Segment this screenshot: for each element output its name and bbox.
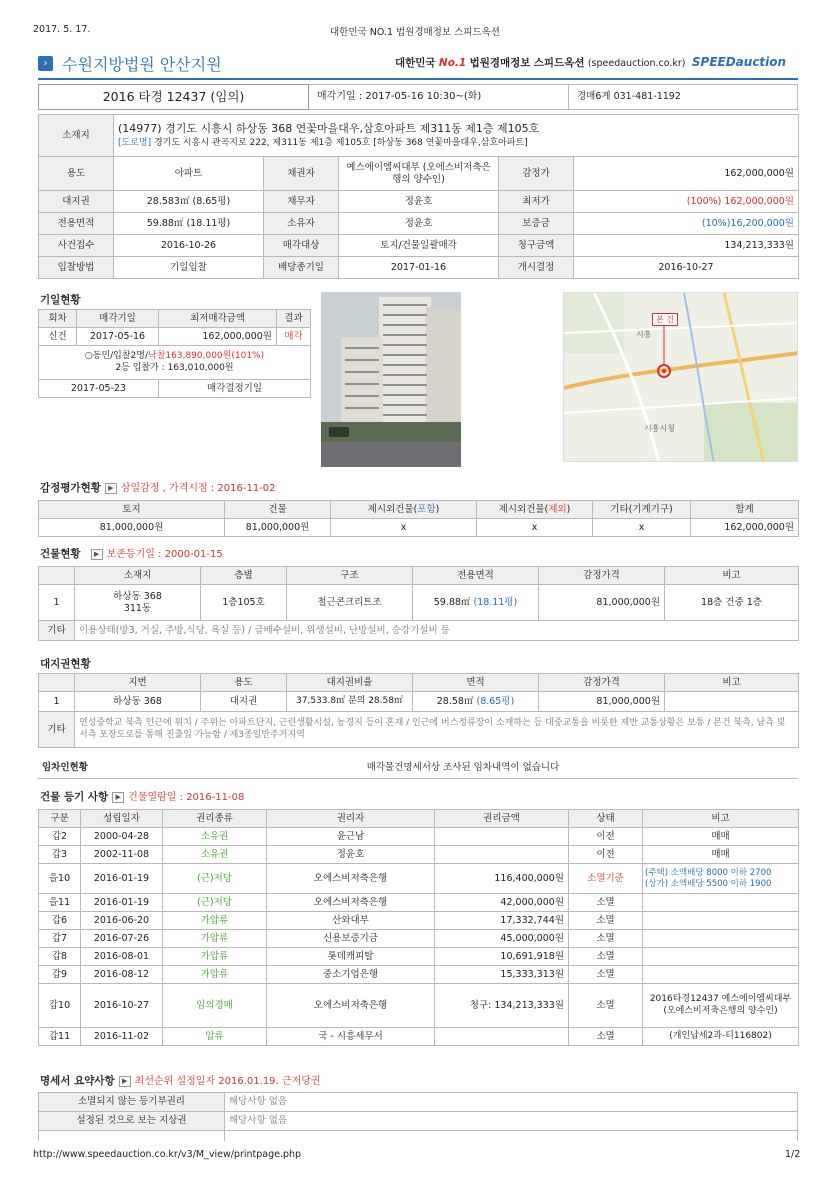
summary-value: 아파트 — [114, 157, 264, 191]
reg-type: 갑7 — [39, 930, 81, 948]
building-header: 감정가격 — [539, 567, 665, 585]
reg-type: 을10 — [39, 864, 81, 894]
reg-amount: 45,000,000원 — [435, 930, 569, 948]
reg-kind: 소유권 — [163, 828, 267, 846]
registry-title-row — [40, 788, 244, 804]
reg-holder: 오에스비저축은행 — [267, 984, 435, 1028]
schedule-result: 매각 — [277, 328, 311, 346]
summary-label: 감정가 — [499, 157, 574, 191]
bid-line2: 2등 입찰가 : 163,010,000원 — [115, 362, 234, 373]
appraisal-header: 건물 — [225, 501, 331, 519]
footer-url[interactable]: http://www.speedauction.co.kr/v3/M_view/printpage.php — [33, 1149, 302, 1160]
reg-amount — [435, 828, 569, 846]
reg-holder: 신용보증기금 — [267, 930, 435, 948]
building-header: 구조 — [287, 567, 413, 585]
appraisal-value: x — [593, 519, 691, 537]
reg-status: 소멸 — [569, 1028, 643, 1046]
table-row — [39, 1028, 799, 1046]
summary-value: 2016-10-26 — [114, 235, 264, 257]
building-etc: 이용상태(방3, 거실, 주방,식당, 욕실 등) / 급배수설비, 위생설비, 난방설비, 승강기설비 등 — [75, 621, 799, 641]
reg-date: 2000-04-28 — [81, 828, 163, 846]
statement-title: 명세서 요약사항 — [40, 1075, 115, 1087]
land-note — [665, 692, 799, 712]
building-area-m2: 59.88㎡ — [433, 596, 471, 608]
building-header: 비고 — [665, 567, 799, 585]
land-header: 감정가격 — [539, 674, 665, 692]
arrow-right-icon[interactable]: ▶ — [91, 549, 103, 560]
reg-type: 갑2 — [39, 828, 81, 846]
footer-page: 1/2 — [785, 1149, 801, 1160]
summary-value: 토지/건물일괄매각 — [339, 235, 499, 257]
registry-header: 상태 — [569, 810, 643, 828]
brand-url: (speedauction.co.kr) — [587, 58, 686, 69]
schedule-header: 결과 — [277, 310, 311, 328]
summary-value: 2017-01-16 — [339, 257, 499, 279]
court-header — [38, 52, 222, 75]
statement-empty — [39, 1131, 225, 1141]
bid-result — [39, 346, 311, 380]
building-sub[interactable]: 보존등기일 : 2000-01-15 — [106, 549, 223, 560]
road-address-tag: [도로명] — [118, 137, 152, 148]
reg-note-line: (상가) 소액배당 5500 이하 1900 — [645, 878, 772, 889]
reg-kind: 소유권 — [163, 846, 267, 864]
summary-label: 청구금액 — [499, 235, 574, 257]
tenant-text: 매각물건명세서상 조사된 임차내역이 없습니다 — [128, 758, 798, 778]
land-header: 지번 — [75, 674, 201, 692]
reg-holder: 중소기업은행 — [267, 966, 435, 984]
schedule-decision-date: 2017-05-23 — [39, 380, 159, 398]
schedule-header: 최저매각금액 — [159, 310, 277, 328]
appraisal-sub[interactable]: 삼일감정 , 가격시점 : 2016-11-02 — [120, 483, 276, 494]
appraisal-header-b: 제시외건물( — [498, 503, 549, 515]
reg-type: 갑11 — [39, 1028, 81, 1046]
summary-label: 용도 — [39, 157, 114, 191]
reg-note-line: (주택) 소액배당 8000 이하 2700 — [645, 867, 772, 878]
reg-note — [643, 948, 799, 966]
reg-amount: 116,400,000원 — [435, 864, 569, 894]
appraisal-header-close: ) — [435, 503, 440, 515]
land-table — [38, 673, 799, 748]
reg-date: 2016-08-01 — [81, 948, 163, 966]
building-address-2: 311동 — [123, 602, 152, 614]
appraisal-value: 162,000,000원 — [691, 519, 799, 537]
reg-status: 소멸기준 — [569, 864, 643, 894]
land-etc: 연성중학교 북측 인근에 위치 / 주위는 아파트단지, 근린생활시설, 농경지 등이 혼재 / 인근에 버스정류장이 소재하는 등 대중교통을 비롯한 제반 교통상황은 보통 / 본건 북측, 남측 및 서측 포장도로를 통해 진출입 가능함 / 제3종일반주거지역 — [75, 712, 799, 748]
reg-holder: 산와대부 — [267, 912, 435, 930]
brand-slogan-prefix: 대한민국 — [395, 57, 436, 69]
statement-empty — [225, 1131, 798, 1141]
building-note: 18층 건중 1층 — [665, 585, 799, 621]
reg-amount: 17,332,744원 — [435, 912, 569, 930]
reg-kind: 임의경매 — [163, 984, 267, 1028]
summary-label: 채권자 — [264, 157, 339, 191]
table-row — [39, 864, 799, 894]
reg-status: 소멸 — [569, 966, 643, 984]
schedule-price: 162,000,000원 — [159, 328, 277, 346]
summary-label: 매각대상 — [264, 235, 339, 257]
building-photo — [321, 292, 461, 467]
court-name: 수원지방법원 안산지원 — [62, 55, 222, 74]
schedule-decision-label: 매각결정기일 — [159, 380, 311, 398]
summary-value: 기일입찰 — [114, 257, 264, 279]
appraisal-header: 기타(기계기구) — [593, 501, 691, 519]
schedule-header: 회차 — [39, 310, 77, 328]
brand-name: 스피드옥션 — [533, 57, 585, 69]
reg-type: 을11 — [39, 894, 81, 912]
summary-value: 162,000,000원 — [574, 157, 799, 191]
reg-status: 소멸 — [569, 948, 643, 966]
registry-table — [38, 809, 799, 1046]
land-lot: 하상동 368 — [75, 692, 201, 712]
brand-no1: No.1 — [438, 57, 467, 69]
building-floor: 1층105호 — [201, 585, 287, 621]
reg-date: 2016-10-27 — [81, 984, 163, 1028]
table-row — [39, 948, 799, 966]
building-table — [38, 566, 799, 641]
statement-sub[interactable]: 최선순위 설정일자 2016.01.19. 근저당권 — [134, 1076, 321, 1087]
table-row — [39, 930, 799, 948]
summary-label: 소유자 — [264, 213, 339, 235]
reg-note: 매매 — [643, 828, 799, 846]
print-date: 2017. 5. 17. — [33, 24, 91, 35]
summary-label: 개시결정 — [499, 257, 574, 279]
road-address: 경기도 시흥시 관곡지로 222, 제311동 제1층 제105호 [하상동 368 연꽃마을대우,삼호아파트] — [153, 137, 528, 148]
reg-amount — [435, 846, 569, 864]
brand-logo — [692, 55, 786, 69]
reg-kind: 가압류 — [163, 966, 267, 984]
reg-amount: 청구: 134,213,333원 — [435, 984, 569, 1028]
bid-winner: ○동민/입찰2명/ — [84, 351, 149, 362]
arrow-right-icon[interactable]: ▶ — [105, 483, 117, 494]
appraisal-header-incl: 포함 — [417, 503, 436, 515]
location-address: (14977) 경기도 시흥시 하상동 368 연꽃마을대우,삼호아파트 제311동 제1층 제105호 — [118, 122, 540, 135]
summary-label: 사건접수 — [39, 235, 114, 257]
reg-kind: (근)저당 — [163, 894, 267, 912]
registry-header: 권리종류 — [163, 810, 267, 828]
appraisal-title-row — [40, 479, 276, 495]
land-header: 비고 — [665, 674, 799, 692]
reg-type: 갑10 — [39, 984, 81, 1028]
land-header: 대지권비율 — [287, 674, 413, 692]
summary-table — [38, 114, 799, 279]
summary-label: 대지권 — [39, 191, 114, 213]
building-header-blank — [39, 567, 75, 585]
print-title: 대한민국 NO.1 법원경매정보 스피드옥션 — [330, 27, 500, 38]
header-rule — [38, 78, 798, 80]
location-cell — [114, 115, 799, 157]
building-title-row — [40, 545, 223, 561]
reg-status: 이전 — [569, 828, 643, 846]
reg-status: 소멸 — [569, 984, 643, 1028]
map-marker-label: 본 건 — [652, 313, 678, 326]
building-address — [75, 585, 201, 621]
reg-holder: 오에스비저축은행 — [267, 864, 435, 894]
schedule-date: 2017-05-16 — [77, 328, 159, 346]
reg-holder: 윤근남 — [267, 828, 435, 846]
reg-status: 소멸 — [569, 912, 643, 930]
building-price: 81,000,000원 — [539, 585, 665, 621]
appraisal-header-excl: 제외 — [548, 503, 567, 515]
reg-date: 2016-07-26 — [81, 930, 163, 948]
reg-kind: 가압류 — [163, 912, 267, 930]
land-header-blank — [39, 674, 75, 692]
brand-slogan-mid: 법원경매정보 — [469, 57, 531, 69]
auction-dept: 경매6계 031-481-1192 — [569, 85, 798, 110]
reg-holder: 국 - 시흥세무서 — [267, 1028, 435, 1046]
statement-label: 설정된 것으로 보는 지상권 — [39, 1112, 225, 1131]
chevron-right-icon: › — [38, 56, 53, 71]
land-title: 대지권현황 — [40, 658, 91, 670]
building-header: 전용면적 — [413, 567, 539, 585]
reg-note — [643, 912, 799, 930]
building-header: 층별 — [201, 567, 287, 585]
appraisal-header — [477, 501, 593, 519]
reg-holder: 오에스비저축은행 — [267, 894, 435, 912]
map-place-label: 시흥 — [636, 330, 652, 339]
registry-sub[interactable]: 건물열람일 : 2016-11-08 — [128, 792, 245, 803]
location-label: 소재지 — [39, 115, 114, 157]
summary-value: 정윤호 — [339, 191, 499, 213]
appraisal-title: 감정평가현황 — [40, 482, 101, 494]
reg-note — [643, 930, 799, 948]
reg-amount: 10,691,918원 — [435, 948, 569, 966]
reg-note: 2016타경12437 예스에이엠씨대부 (오에스비저축은행의 양수인) — [643, 984, 799, 1028]
summary-label: 전용면적 — [39, 213, 114, 235]
reg-kind: (근)저당 — [163, 864, 267, 894]
schedule-header: 매각기일 — [77, 310, 159, 328]
appraisal-value: x — [331, 519, 477, 537]
building-area-pyeong: (18.11평) — [473, 596, 518, 608]
case-number: 2016 타경 12437 (임의) — [39, 85, 309, 110]
brand-banner — [395, 55, 786, 70]
appraisal-value: 81,000,000원 — [225, 519, 331, 537]
summary-label: 채무자 — [264, 191, 339, 213]
land-ratio: 37,533.8㎡ 분의 28.58㎡ — [287, 692, 413, 712]
building-no: 1 — [39, 585, 75, 621]
reg-date: 2002-11-08 — [81, 846, 163, 864]
summary-label: 배당종기일 — [264, 257, 339, 279]
table-row — [39, 846, 799, 864]
reg-type: 갑8 — [39, 948, 81, 966]
schedule-round: 신건 — [39, 328, 77, 346]
reg-holder: 롯데캐피탈 — [267, 948, 435, 966]
reg-kind: 가압류 — [163, 930, 267, 948]
reg-amount: 42,000,000원 — [435, 894, 569, 912]
deposit: (10%)16,200,000원 — [574, 213, 799, 235]
table-row — [39, 828, 799, 846]
table-row — [39, 894, 799, 912]
table-row — [39, 966, 799, 984]
appraisal-header: 토지 — [39, 501, 225, 519]
reg-amount: 15,333,313원 — [435, 966, 569, 984]
reg-date: 2016-01-19 — [81, 894, 163, 912]
reg-status: 소멸 — [569, 894, 643, 912]
arrow-right-icon[interactable]: ▶ — [119, 1076, 131, 1087]
registry-header: 성립일자 — [81, 810, 163, 828]
land-use: 대지권 — [201, 692, 287, 712]
statement-title-row — [40, 1072, 321, 1088]
appraisal-value: x — [477, 519, 593, 537]
summary-value: 정윤호 — [339, 213, 499, 235]
brand-logo-auction: auction — [735, 55, 787, 69]
reg-date: 2016-08-12 — [81, 966, 163, 984]
land-header: 면적 — [413, 674, 539, 692]
reg-holder: 정윤호 — [267, 846, 435, 864]
summary-label: 최저가 — [499, 191, 574, 213]
schedule-title: 기일현황 — [40, 294, 81, 306]
arrow-right-icon[interactable]: ▶ — [112, 792, 124, 803]
reg-kind: 가압류 — [163, 948, 267, 966]
registry-title: 건물 등기 사항 — [40, 791, 109, 803]
land-header: 용도 — [201, 674, 287, 692]
building-title: 건물현황 — [40, 548, 81, 560]
building-address-1: 하상동 368 — [113, 590, 162, 602]
bid-amount: 낙찰163,890,000원(101%) — [148, 351, 265, 362]
land-area-pyeong: (8.65평) — [476, 695, 515, 707]
reg-type: 갑3 — [39, 846, 81, 864]
building-structure: 철근콘크리트조 — [287, 585, 413, 621]
reg-note — [643, 864, 799, 894]
appraisal-header-close: ) — [566, 503, 571, 515]
table-row — [39, 984, 799, 1028]
appraisal-value: 81,000,000원 — [39, 519, 225, 537]
reg-date: 2016-06-20 — [81, 912, 163, 930]
sale-date: 매각기일 : 2017-05-16 10:30~(화) — [309, 85, 569, 110]
reg-status: 이전 — [569, 846, 643, 864]
apartment-photo-illustration — [321, 292, 461, 467]
reg-note — [643, 894, 799, 912]
registry-header: 권리금액 — [435, 810, 569, 828]
reg-note: 매매 — [643, 846, 799, 864]
map-place-label: 시흥시청 — [644, 424, 675, 433]
registry-header: 비고 — [643, 810, 799, 828]
summary-value: 28.583㎡ (8.65평) — [114, 191, 264, 213]
land-area-m2: 28.58㎡ — [436, 695, 474, 707]
statement-value: 해당사항 없음 — [225, 1112, 798, 1131]
appraisal-header-a: 제시외건물( — [367, 503, 418, 515]
land-price: 81,000,000원 — [539, 692, 665, 712]
tenant-table — [38, 758, 798, 779]
appraisal-header — [331, 501, 477, 519]
brand-logo-speed: SPEED — [691, 55, 736, 69]
min-price: (100%) 162,000,000원 — [574, 191, 799, 213]
building-etc-label: 기타 — [39, 621, 75, 641]
summary-label: 입찰방법 — [39, 257, 114, 279]
statement-label: 소멸되지 않는 등기부권리 — [39, 1093, 225, 1112]
table-row — [39, 912, 799, 930]
location-map — [563, 292, 798, 462]
appraisal-table — [38, 500, 799, 537]
reg-note: (개인납세2과-티116802) — [643, 1028, 799, 1046]
appraisal-header: 합계 — [691, 501, 799, 519]
reg-note — [643, 966, 799, 984]
reg-type: 갑9 — [39, 966, 81, 984]
reg-amount — [435, 1028, 569, 1046]
reg-type: 갑6 — [39, 912, 81, 930]
summary-label: 보증금 — [499, 213, 574, 235]
summary-value: 예스에이엠씨대부 (오에스비저축은행의 양수인) — [339, 157, 499, 191]
summary-value: 59.88㎡ (18.11평) — [114, 213, 264, 235]
tenant-title: 임차인현황 — [38, 758, 128, 778]
summary-value: 134,213,333원 — [574, 235, 799, 257]
statement-table — [38, 1092, 798, 1141]
schedule-table — [38, 309, 311, 398]
road-address-line — [118, 138, 794, 149]
registry-header: 구분 — [39, 810, 81, 828]
map-illustration — [564, 293, 798, 462]
statement-value: 해당사항 없음 — [225, 1093, 798, 1112]
reg-date: 2016-01-19 — [81, 864, 163, 894]
land-etc-label: 기타 — [39, 712, 75, 748]
summary-value: 2016-10-27 — [574, 257, 799, 279]
building-header: 소재지 — [75, 567, 201, 585]
building-area — [413, 585, 539, 621]
case-table — [38, 84, 798, 110]
reg-kind: 압류 — [163, 1028, 267, 1046]
registry-header: 권리자 — [267, 810, 435, 828]
land-no: 1 — [39, 692, 75, 712]
reg-date: 2016-11-02 — [81, 1028, 163, 1046]
bid-line1 — [43, 351, 306, 362]
reg-status: 소멸 — [569, 930, 643, 948]
land-area — [413, 692, 539, 712]
